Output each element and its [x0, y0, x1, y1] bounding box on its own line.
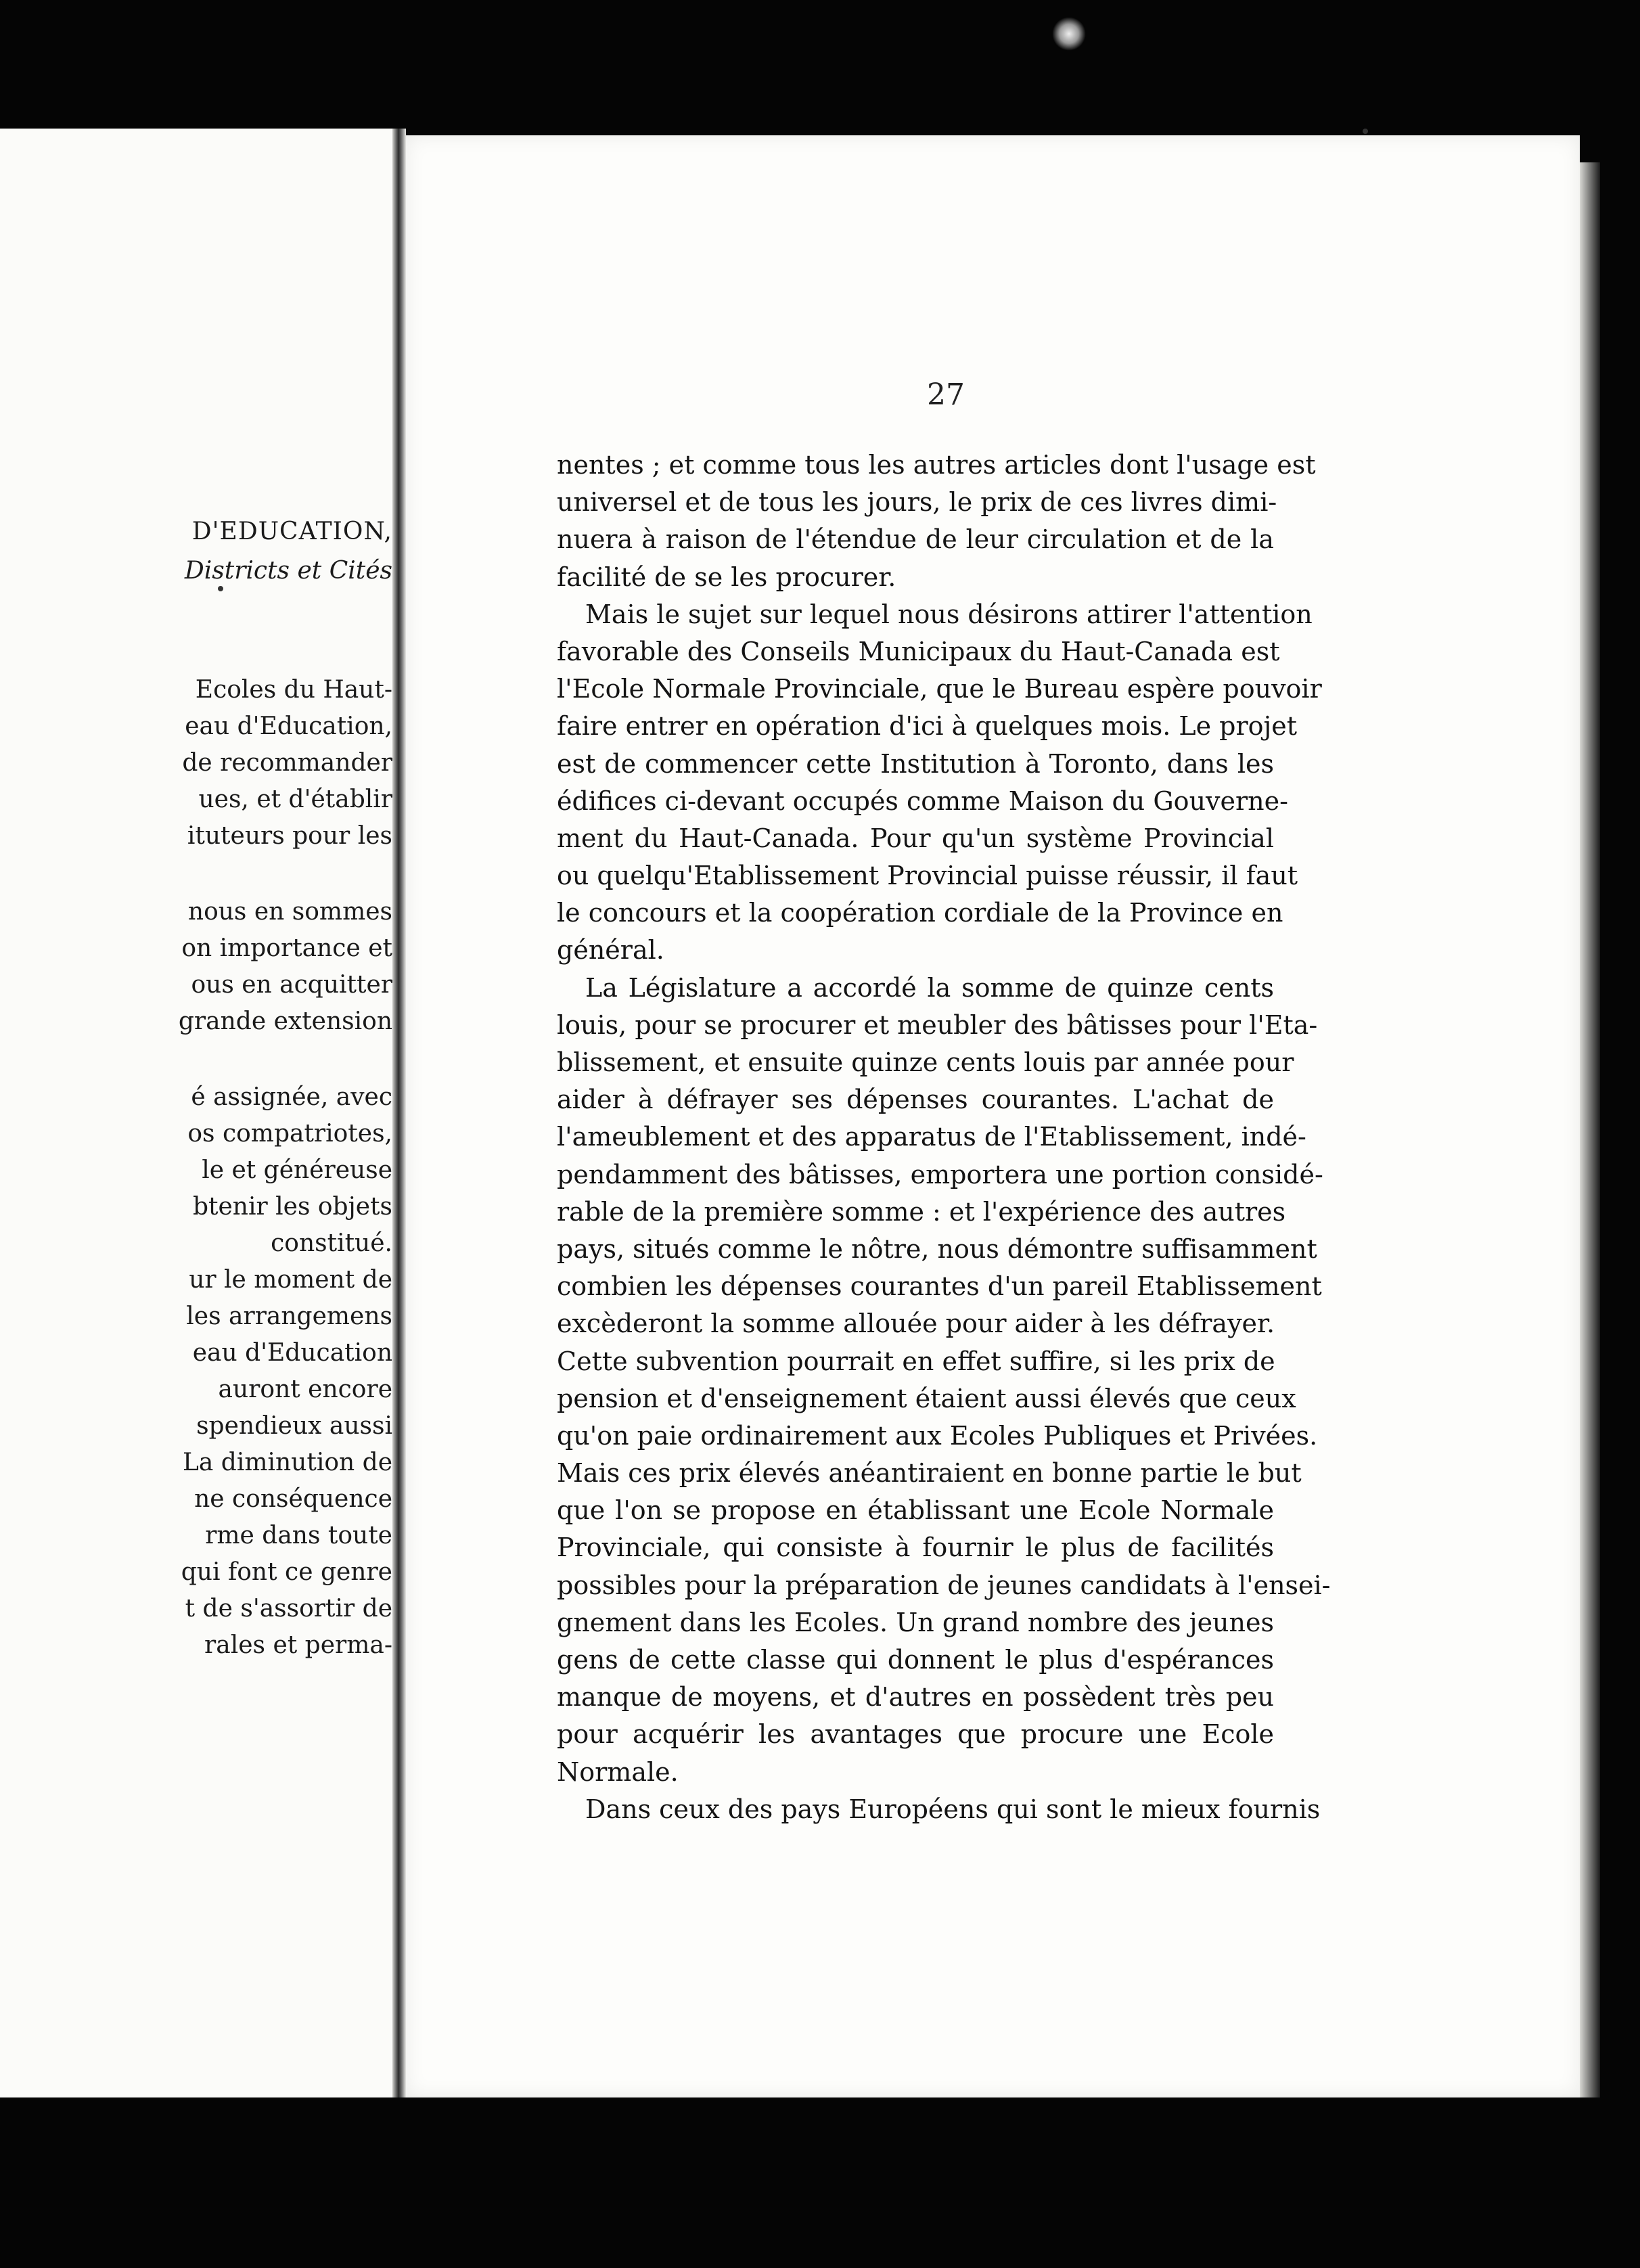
left-page-line: btenir les objets — [192, 1193, 392, 1221]
body-line: pension et d'enseignement étaient aussi élevés que ceux — [557, 1383, 1296, 1413]
body-line: La Législature a accordé la somme de quinze cents — [585, 972, 1274, 1003]
body-line: Provinciale, qui consiste à fournir le plus de facilités — [557, 1533, 1274, 1563]
body-line: Mais le sujet sur lequel nous désirons attirer l'attention — [585, 599, 1313, 629]
body-line: Dans ceux des pays Européens qui sont le mieux fournis — [585, 1794, 1321, 1824]
left-page-line: Ecoles du Haut- — [195, 676, 392, 704]
book-gutter — [392, 129, 406, 2097]
left-page-line: La diminution de — [182, 1449, 392, 1476]
left-page-line: spendieux aussi — [196, 1412, 392, 1440]
left-page-line: ues, et d'établir — [198, 786, 392, 813]
body-line: édifices ci-devant occupés comme Maison du Gouverne- — [557, 786, 1288, 816]
left-page-line: ur le moment de — [189, 1266, 392, 1294]
body-line: l'Ecole Normale Provinciale, que le Bureau espère pouvoir — [557, 674, 1322, 704]
body-line: faire entrer en opération d'ici à quelques mois. Le projet — [557, 711, 1298, 742]
left-page-line: é assignée, avec — [191, 1083, 392, 1111]
left-page-line: nous en sommes — [187, 898, 392, 926]
body-line: pour acquérir les avantages que procure une Ecole — [557, 1719, 1274, 1750]
body-line: aider à défrayer ses dépenses courantes. L'achat de — [557, 1085, 1274, 1115]
body-line: nuera à raison de l'étendue de leur circulation et de la — [557, 524, 1274, 555]
body-line: nentes ; et comme tous les autres articles dont l'usage est — [557, 450, 1316, 480]
body-line: Normale. — [557, 1756, 679, 1787]
body-line: Cette subvention pourrait en effet suffire, si les prix de — [557, 1346, 1275, 1376]
left-page-line: eau d'Education, — [185, 712, 392, 740]
body-line: ou quelqu'Etablissement Provincial puisse réussir, il faut — [557, 861, 1298, 891]
left-page-line: D'EDUCATION, — [191, 518, 392, 545]
body-line: gnement dans les Ecoles. Un grand nombre des jeunes — [557, 1607, 1274, 1637]
left-page-line: qui font ce genre — [181, 1558, 392, 1586]
left-page — [0, 129, 392, 2097]
body-line: l'ameublement et des apparatus de l'Etablissement, indé- — [557, 1122, 1306, 1152]
left-page-line: on importance et — [181, 934, 392, 962]
left-page-line: ous en acquitter — [191, 971, 392, 999]
body-line: blissement, et ensuite quinze cents louis par année pour — [557, 1047, 1294, 1077]
left-page-line: le et généreuse — [202, 1156, 392, 1184]
body-line: combien les dépenses courantes d'un pareil Etablissement — [557, 1271, 1322, 1302]
body-line: qu'on paie ordinairement aux Ecoles Publiques et Privées. — [557, 1420, 1318, 1451]
left-page-line: rme dans toute — [205, 1522, 392, 1549]
left-page-line: auront encore — [218, 1376, 392, 1403]
body-line: excèderont la somme allouée pour aider à les défrayer. — [557, 1309, 1275, 1339]
ink-dot — [218, 586, 223, 591]
left-page-line: constitué. — [271, 1229, 392, 1257]
body-line: manque de moyens, et d'autres en possèdent très peu — [557, 1682, 1274, 1713]
body-line: que l'on se propose en établissant une Ecole Normale — [557, 1495, 1274, 1526]
right-page-edge — [1580, 162, 1600, 2097]
left-page-line: ne conséquence — [194, 1485, 392, 1513]
body-line: le concours et la coopération cordiale de la Province en — [557, 898, 1283, 928]
body-line: rable de la première somme : et l'expérience des autres — [557, 1196, 1286, 1227]
body-line: louis, pour se procurer et meubler des bâtisses pour l'Eta- — [557, 1010, 1318, 1040]
body-line: Mais ces prix élevés anéantiraient en bonne partie le but — [557, 1458, 1302, 1489]
left-page-line: de recommander — [182, 749, 392, 777]
body-line: favorable des Conseils Municipaux du Haut-Canada est — [557, 636, 1280, 666]
body-line: facilité de se les procurer. — [557, 562, 896, 592]
body-line: ment du Haut-Canada. Pour qu'un système Provincial — [557, 823, 1274, 853]
body-line: pays, situés comme le nôtre, nous démontre suffisamment — [557, 1233, 1317, 1264]
ink-dot — [1363, 129, 1368, 134]
left-page-line: t de s'assortir de — [185, 1595, 392, 1623]
scan-speck — [1052, 17, 1086, 51]
left-page-line: grande extension — [178, 1007, 392, 1035]
left-page-line: os compatriotes, — [187, 1120, 392, 1148]
left-page-line: ituteurs pour les — [187, 822, 392, 850]
body-line: général. — [557, 935, 664, 966]
body-line: gens de cette classe qui donnent le plus d'espérances — [557, 1645, 1274, 1675]
page-number: 27 — [927, 378, 965, 412]
left-page-line: les arrangemens — [186, 1302, 392, 1330]
left-page-line: rales et perma- — [204, 1631, 392, 1659]
left-page-line: Districts et Cités — [184, 557, 392, 585]
body-line: est de commencer cette Institution à Toronto, dans les — [557, 748, 1274, 779]
body-line: universel et de tous les jours, le prix de ces livres dimi- — [557, 487, 1277, 518]
left-page-line: eau d'Education — [192, 1339, 392, 1367]
body-line: pendamment des bâtisses, emportera une portion considé- — [557, 1159, 1323, 1189]
body-line: possibles pour la préparation de jeunes candidats à l'ensei- — [557, 1570, 1331, 1600]
body-text — [557, 447, 1331, 1828]
